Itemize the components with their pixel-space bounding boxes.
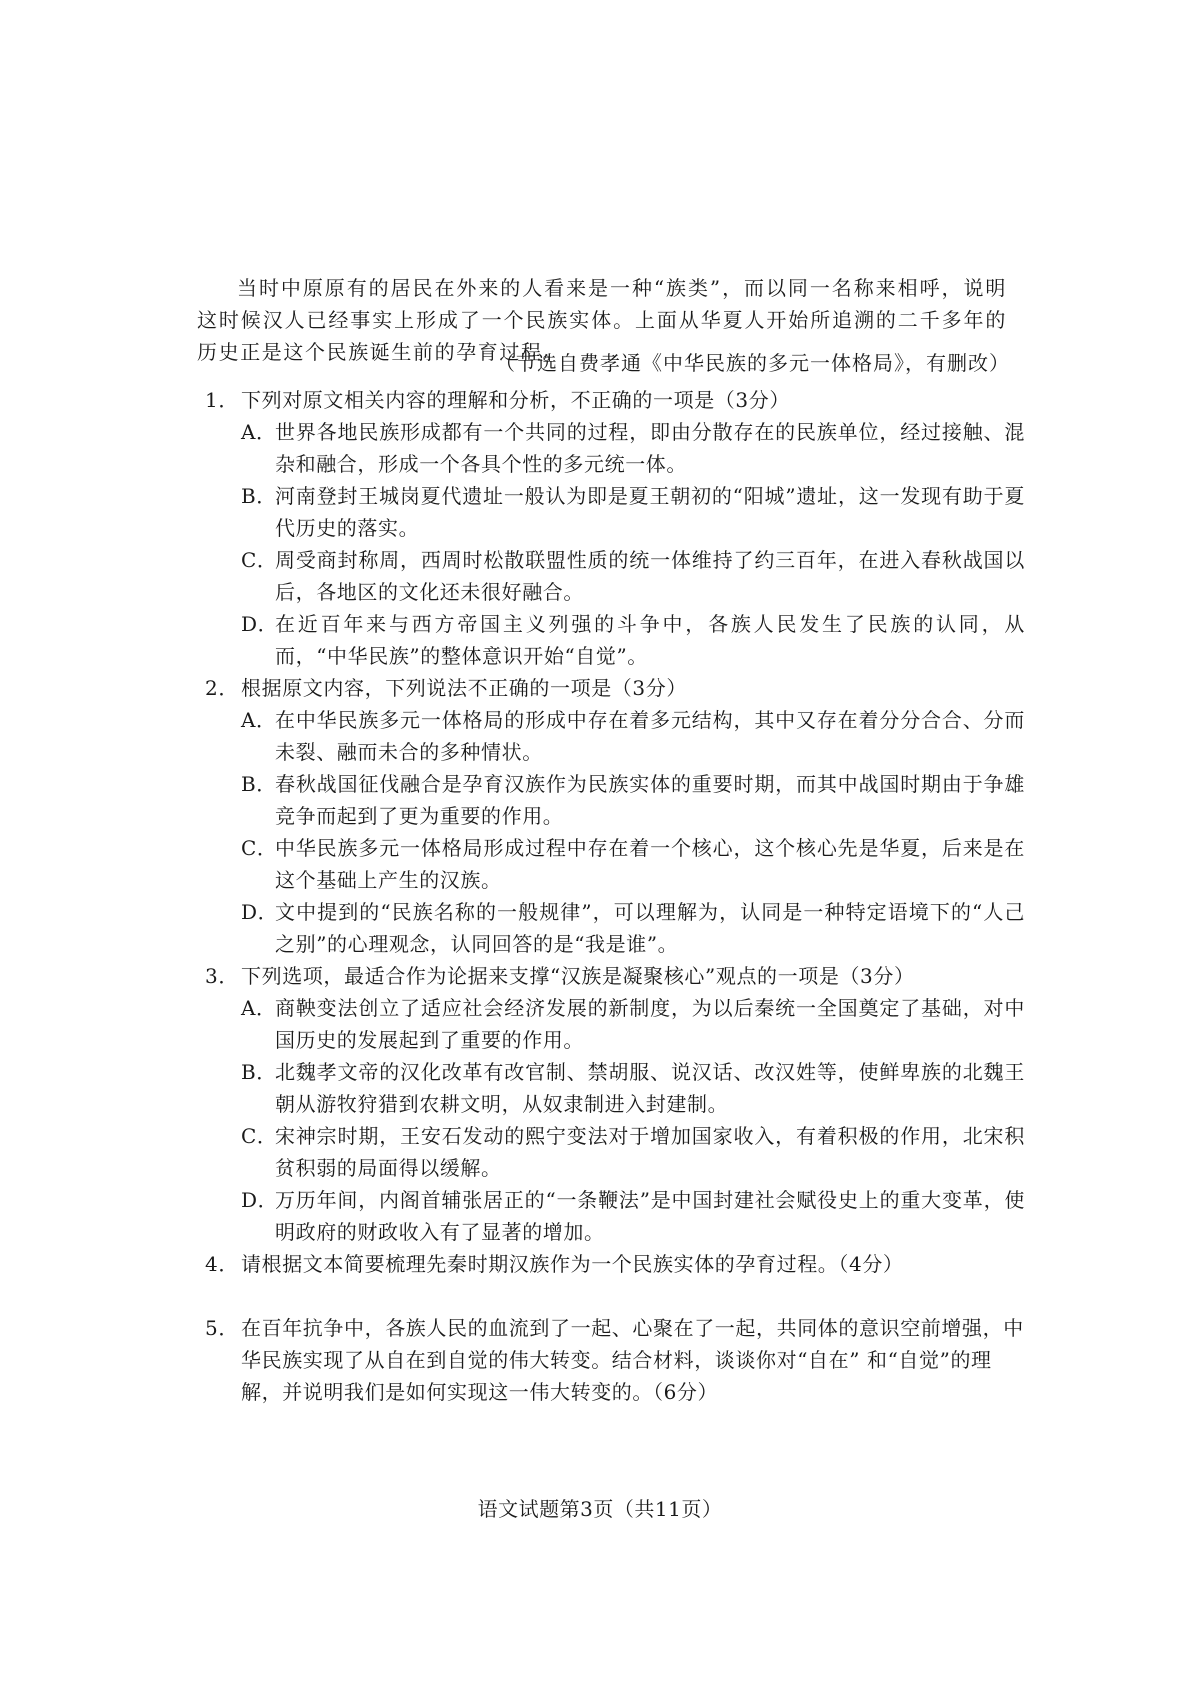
question-number: 4． [205,1252,239,1276]
question-number: 1． [205,388,239,412]
option-label: C． [241,1124,278,1148]
option-label: A． [241,420,277,444]
option-text: 在近百年来与西方帝国主义列强的斗争中，各族人民发生了民族的认同，从而，“中华民族”的整体意识开始“自觉”。 [275,612,1025,668]
question-text: 根据原文内容，下列说法不正确的一项是（3分） [241,676,687,700]
question-number: 3． [205,964,239,988]
option-b [241,480,1025,544]
passage-paragraph: 当时中原原有的居民在外来的人看来是一种“族类”，而以同一名称来相呼，说明这时候汉人已经事实上形成了一个民族实体。上面从华夏人开始所追溯的二千多年的历史正是这个民族诞生前的孕育过程。 [197,276,1007,364]
option-d [241,1184,1025,1248]
question-stem [205,1248,1025,1280]
option-text: 周受商封称周，西周时松散联盟性质的统一体维持了约三百年，在进入春秋战国以后，各地区的文化还未很好融合。 [275,548,1025,604]
question-stem [205,1312,1025,1408]
option-text: 宋神宗时期，王安石发动的熙宁变法对于增加国家收入，有着积极的作用，北宋积贫积弱的局面得以缓解。 [275,1124,1025,1180]
question-list [205,384,1025,1408]
option-text: 北魏孝文帝的汉化改革有改官制、禁胡服、说汉话、改汉姓等，使鲜卑族的北魏王朝从游牧狩猎到农耕文明，从奴隶制进入封建制。 [275,1060,1025,1116]
question-5 [205,1312,1025,1408]
option-b [241,1056,1025,1120]
option-text: 中华民族多元一体格局形成过程中存在着一个核心，这个核心先是华夏，后来是在这个基础上产生的汉族。 [275,836,1025,892]
option-c [241,544,1025,608]
option-label: D． [241,900,279,924]
option-label: C． [241,548,278,572]
option-label: C． [241,836,278,860]
question-2 [205,672,1025,960]
option-d [241,608,1025,672]
option-b [241,768,1025,832]
passage-source: （节选自费孝通《中华民族的多元一体格局》，有删改） [495,351,1010,375]
option-label: B． [241,484,277,508]
question-text: 在百年抗争中，各族人民的血流到了一起、心聚在了一起，共同体的意识空前增强，中华民族实现了从自在到自觉的伟大转变。结合材料，谈谈你对“自在” 和“自觉”的理解，并说明我们是如何实现这一伟大转变的。（6分） [241,1316,1024,1404]
option-text: 世界各地民族形成都有一个共同的过程，即由分散存在的民族单位，经过接触、混杂和融合，形成一个各具个性的多元统一体。 [275,420,1025,476]
option-label: A． [241,708,277,732]
question-stem [205,672,1025,704]
question-4 [205,1248,1025,1280]
question-number: 5． [205,1316,239,1340]
option-text: 万历年间，内阁首辅张居正的“一条鞭法”是中国封建社会赋役史上的重大变革，使明政府的财政收入有了显著的增加。 [275,1188,1025,1244]
option-text: 商鞅变法创立了适应社会经济发展的新制度，为以后秦统一全国奠定了基础，对中国历史的发展起到了重要的作用。 [275,996,1025,1052]
option-c [241,832,1025,896]
question-number: 2． [205,676,239,700]
option-label: B． [241,772,277,796]
option-a [241,704,1025,768]
question-text: 下列选项，最适合作为论据来支撑“汉族是凝聚核心”观点的一项是（3分） [241,964,915,988]
option-label: A． [241,996,277,1020]
question-3 [205,960,1025,1248]
option-label: D． [241,1188,279,1212]
option-a [241,992,1025,1056]
option-text: 河南登封王城岗夏代遗址一般认为即是夏王朝初的“阳城”遗址，这一发现有助于夏代历史的落实。 [275,484,1025,540]
option-a [241,416,1025,480]
question-stem [205,960,1025,992]
option-text: 春秋战国征伐融合是孕育汉族作为民族实体的重要时期，而其中战国时期由于争雄竞争而起到了更为重要的作用。 [275,772,1025,828]
question-text: 下列对原文相关内容的理解和分析，不正确的一项是（3分） [241,388,790,412]
option-text: 文中提到的“民族名称的一般规律”，可以理解为，认同是一种特定语境下的“人己之别”的心理观念，认同回答的是“我是谁”。 [275,900,1025,956]
option-label: D． [241,612,279,636]
option-text: 在中华民族多元一体格局的形成中存在着多元结构，其中又存在着分分合合、分而未裂、融而未合的多种情状。 [275,708,1025,764]
option-label: B． [241,1060,277,1084]
question-text: 请根据文本简要梳理先秦时期汉族作为一个民族实体的孕育过程。（4分） [241,1252,904,1276]
question-1 [205,384,1025,672]
page-footer: 语文试题第3页（共11页） [477,1497,723,1521]
option-d [241,896,1025,960]
question-stem [205,384,1025,416]
option-c [241,1120,1025,1184]
